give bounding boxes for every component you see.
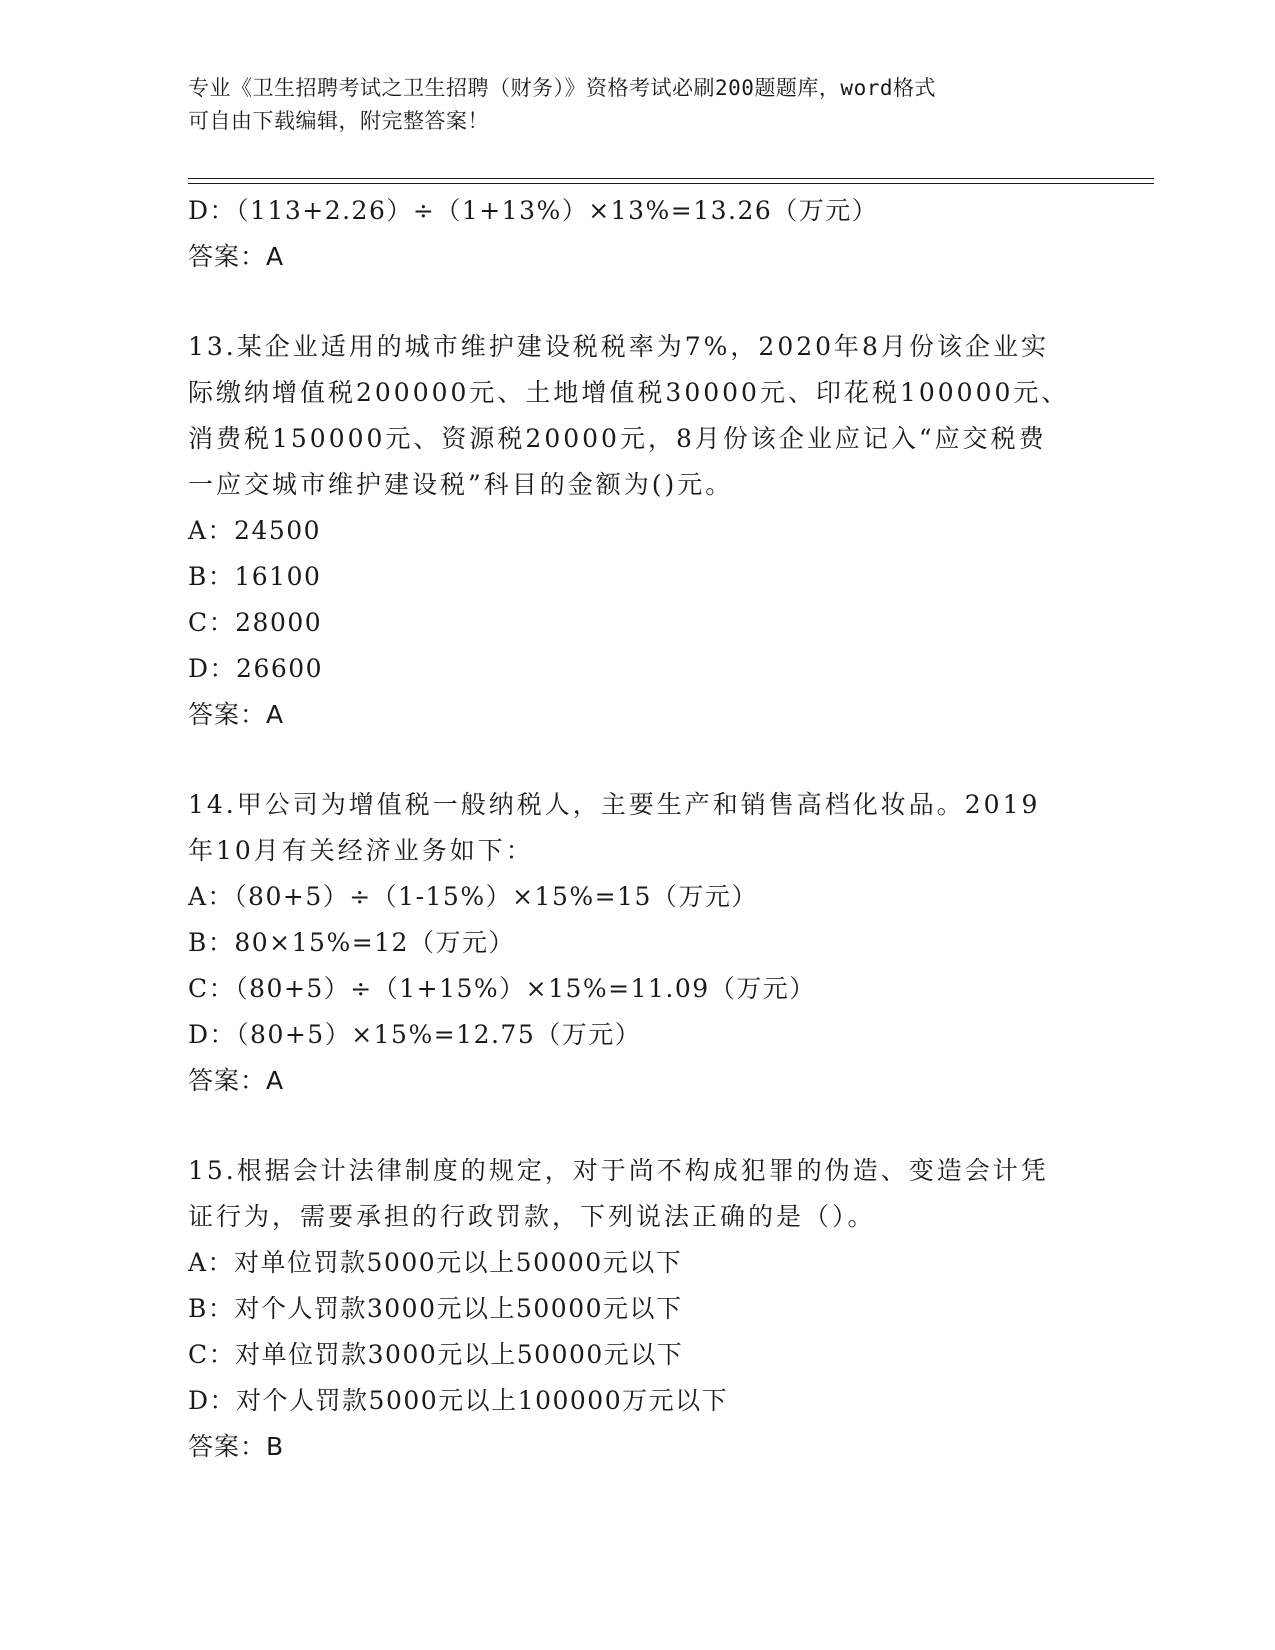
answer-line: 答案：A [188, 700, 285, 729]
question-13 [188, 324, 1088, 738]
option-c: C：（80+5）÷（1+15%）×15%=11.09（万元） [188, 974, 816, 1003]
option-a: A：24500 [188, 516, 322, 545]
question-stem [188, 324, 1088, 508]
question-line: 消费税150000元、资源税20000元，8月份该企业应记入“应交税费 [188, 424, 1047, 453]
answer-line: 答案：A [188, 1066, 285, 1095]
spacer [188, 1104, 1088, 1148]
option-b: B：对个人罚款3000元以上50000元以下 [188, 1294, 683, 1323]
option-d: D：（80+5）×15%=12.75（万元） [188, 1020, 642, 1049]
option-a: A：（80+5）÷（1-15%）×15%=15（万元） [188, 882, 758, 911]
answer-line: 答案：B [188, 1432, 285, 1461]
spacer [188, 280, 1088, 324]
answer-line: 答案：A [188, 242, 285, 271]
question-stem [188, 1148, 1088, 1240]
question-line: 15.根据会计法律制度的规定，对于尚不构成犯罪的伪造、变造会计凭 [188, 1156, 1049, 1185]
option-c: C：28000 [188, 608, 323, 637]
previous-question-tail [188, 188, 1088, 280]
option-a: A：对单位罚款5000元以上50000元以下 [188, 1248, 683, 1277]
option-b: B：80×15%=12（万元） [188, 928, 515, 957]
page-header [188, 72, 1068, 138]
spacer [188, 738, 1088, 782]
header-title-line-1: 专业《卫生招聘考试之卫生招聘（财务）》资格考试必刷200题题库，word格式 [188, 76, 936, 100]
header-divider-top [188, 178, 1154, 179]
question-line: 14.甲公司为增值税一般纳税人，主要生产和销售高档化妆品。2019 [188, 790, 1041, 819]
question-line: 年10月有关经济业务如下： [188, 836, 534, 865]
question-line: 证行为，需要承担的行政罚款，下列说法正确的是（）。 [188, 1202, 876, 1231]
option-d: D：对个人罚款5000元以上100000万元以下 [188, 1386, 729, 1415]
question-15 [188, 1148, 1088, 1470]
option-d: D：（113+2.26）÷（1+13%）×13%=13.26（万元） [188, 196, 879, 225]
question-line: 一应交城市维护建设税”科目的金额为()元。 [188, 470, 734, 499]
option-c: C：对单位罚款3000元以上50000元以下 [188, 1340, 684, 1369]
header-divider-bottom [188, 183, 1154, 184]
document-body [188, 188, 1088, 1470]
question-line: 13.某企业适用的城市维护建设税税率为7%，2020年8月份该企业实 [188, 332, 1049, 361]
option-d: D：26600 [188, 654, 324, 683]
header-title-line-2: 可自由下载编辑，附完整答案！ [188, 109, 489, 133]
question-14 [188, 782, 1088, 1104]
question-stem [188, 782, 1088, 874]
question-line: 际缴纳增值税200000元、土地增值税30000元、印花税100000元、 [188, 378, 1070, 407]
option-b: B：16100 [188, 562, 322, 591]
